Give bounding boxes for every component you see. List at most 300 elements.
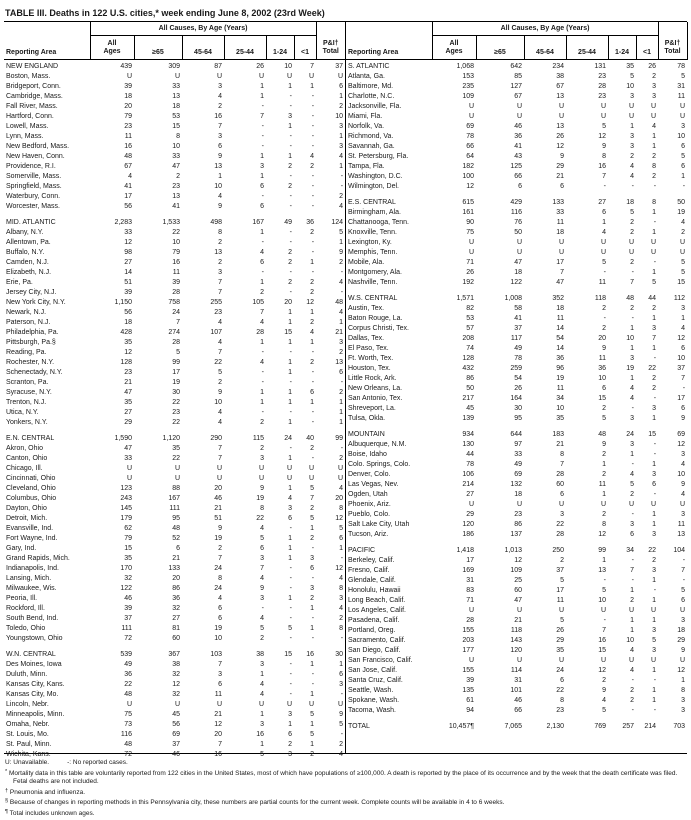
city-row: [4, 182, 345, 192]
value-cell: 1: [288, 554, 292, 562]
value-cell: 1: [288, 82, 292, 90]
value-cell: 106: [462, 470, 474, 478]
value-cell: 21: [556, 172, 564, 180]
value-cell: 7: [218, 454, 222, 462]
value-cell: 109: [462, 92, 474, 100]
value-cell: 6: [310, 388, 315, 396]
value-cell: 1: [652, 616, 657, 624]
city-row: [346, 102, 687, 112]
left-table-header: [4, 22, 345, 59]
value-cell: 38: [172, 660, 180, 668]
value-cell: 12: [214, 720, 222, 728]
footnote-text: U: Unavailable. -: No reported cases.: [5, 759, 128, 766]
value-cell: 3: [630, 132, 634, 140]
value-cell: -: [311, 454, 315, 462]
city-row: [4, 328, 345, 338]
value-cell: 5: [630, 72, 634, 80]
footnote-text: Because of changes in reporting methods in this Pennsylvania city, these numbers are partial counts for the current week. Complete counts will be available in 4 to 6 weeks.: [8, 799, 505, 807]
value-cell: 3: [218, 82, 222, 90]
value-cell: 12: [335, 514, 344, 522]
value-cell: -: [311, 574, 315, 582]
value-cell: 4: [260, 680, 264, 688]
footnotes: [4, 754, 687, 819]
value-cell: 78: [466, 460, 474, 468]
value-cell: -: [631, 460, 634, 468]
value-cell: 3: [630, 92, 634, 100]
value-cell: 4: [310, 152, 315, 160]
value-cell: 3: [260, 594, 264, 602]
value-cell: 3: [218, 132, 222, 140]
value-cell: 179: [120, 514, 132, 522]
value-cell: 15: [677, 278, 686, 286]
lt1-header: <1: [294, 35, 316, 59]
value-cell: 4: [260, 574, 264, 582]
value-cell: 105: [252, 298, 264, 306]
reporting-area-cell: Ogden, Utah: [348, 490, 388, 498]
value-cell: 1: [288, 368, 292, 376]
value-cell: 6: [602, 208, 606, 216]
value-cell: U: [600, 500, 606, 508]
reporting-area-cell: Chattanooga, Tenn.: [348, 218, 409, 226]
value-cell: 1: [630, 450, 634, 458]
value-cell: 16: [124, 142, 132, 150]
reporting-area-cell: New Bedford, Mass.: [6, 142, 70, 150]
value-cell: 57: [466, 324, 474, 332]
value-cell: 21: [172, 554, 180, 562]
value-cell: 35: [626, 62, 634, 70]
value-cell: 35: [124, 398, 132, 406]
value-cell: 40: [306, 434, 315, 442]
city-row: [346, 354, 687, 364]
region-total-row: [346, 424, 687, 440]
value-cell: 5: [630, 480, 634, 488]
value-cell: U: [650, 248, 657, 256]
region-total-row: [4, 644, 345, 660]
value-cell: 16: [214, 750, 222, 758]
reporting-area-cell: E.N. CENTRAL: [6, 434, 55, 442]
value-cell: 22: [556, 686, 564, 694]
reporting-area-cell: MOUNTAIN: [348, 430, 385, 438]
value-cell: 33: [556, 208, 564, 216]
value-cell: 28: [466, 616, 474, 624]
footnote-marker: †: [5, 787, 9, 794]
value-cell: 2: [260, 634, 264, 642]
value-cell: 16: [598, 636, 606, 644]
value-cell: 49: [514, 460, 522, 468]
value-cell: 243: [120, 494, 132, 502]
value-cell: 1: [288, 388, 292, 396]
value-cell: 9: [602, 440, 606, 448]
value-cell: 2: [288, 740, 292, 748]
value-cell: 44: [648, 294, 657, 302]
value-cell: 4: [218, 92, 222, 100]
value-cell: 79: [172, 248, 180, 256]
ge65-header: ≥65: [134, 35, 182, 59]
value-cell: 10: [598, 596, 606, 604]
value-cell: U: [628, 606, 634, 614]
reporting-area-cell: Pueblo, Colo.: [348, 510, 391, 518]
city-row: [4, 378, 345, 388]
value-cell: 9: [339, 248, 344, 256]
value-cell: -: [340, 444, 344, 452]
value-cell: 50: [677, 198, 686, 206]
value-cell: 29: [124, 418, 132, 426]
reporting-area-cell: Las Vegas, Nev.: [348, 480, 399, 488]
value-cell: -: [311, 670, 315, 678]
value-cell: 1,533: [162, 218, 180, 226]
value-cell: 14: [124, 268, 132, 276]
reporting-area-cell: W.S. CENTRAL: [348, 294, 398, 302]
value-cell: 1: [681, 314, 686, 322]
value-cell: 83: [466, 586, 474, 594]
reporting-area-cell: Fall River, Mass.: [6, 102, 58, 110]
value-cell: 3: [652, 92, 657, 100]
value-cell: 79: [124, 534, 132, 542]
value-cell: 15: [172, 122, 180, 130]
value-cell: 28: [556, 470, 564, 478]
city-row: [346, 440, 687, 450]
pi-header-line2: Total: [664, 47, 681, 55]
value-cell: 124: [331, 218, 344, 226]
value-cell: 10: [626, 636, 634, 644]
pi-total-header: [658, 22, 687, 59]
age-25-44-header: 25-44: [566, 35, 608, 59]
value-cell: 8: [560, 696, 564, 704]
value-cell: 88: [172, 484, 180, 492]
value-cell: 3: [681, 510, 686, 518]
reporting-area-cell: New Haven, Conn.: [6, 152, 65, 160]
value-cell: -: [261, 604, 264, 612]
value-cell: 1: [288, 398, 292, 406]
value-cell: 4: [310, 328, 315, 336]
value-cell: U: [258, 474, 264, 482]
city-row: [346, 404, 687, 414]
value-cell: 99: [335, 434, 344, 442]
value-cell: 1: [310, 740, 315, 748]
value-cell: 155: [462, 626, 474, 634]
value-cell: U: [628, 238, 634, 246]
value-cell: 1,068: [456, 62, 474, 70]
value-cell: 4: [218, 594, 222, 602]
value-cell: 13: [214, 162, 222, 170]
value-cell: 18: [514, 268, 522, 276]
value-cell: 30: [514, 404, 522, 412]
reporting-area-cell: Santa Cruz, Calif.: [348, 676, 403, 684]
value-cell: 1: [260, 740, 264, 748]
city-row: [4, 358, 345, 368]
value-cell: 11: [556, 218, 564, 226]
value-cell: 6: [339, 670, 344, 678]
value-cell: U: [679, 112, 686, 120]
value-cell: 60: [514, 586, 522, 594]
region-total-row: [346, 540, 687, 556]
value-cell: 5: [681, 258, 686, 266]
value-cell: 112: [673, 294, 686, 302]
value-cell: 37: [677, 364, 686, 372]
city-row: [346, 278, 687, 288]
value-cell: 1: [339, 544, 344, 552]
value-cell: 4: [630, 666, 634, 674]
value-cell: 1: [602, 490, 606, 498]
value-cell: 4: [681, 490, 686, 498]
right-panel-table: [346, 22, 688, 732]
value-cell: -: [631, 268, 634, 276]
value-cell: -: [631, 676, 634, 684]
value-cell: 4: [681, 218, 686, 226]
reporting-area-cell: Fresno, Calif.: [348, 566, 390, 574]
city-row: [346, 132, 687, 142]
value-cell: 6: [681, 344, 686, 352]
reporting-area-cell: NEW ENGLAND: [6, 62, 59, 70]
value-cell: 23: [556, 706, 564, 714]
value-cell: 2: [218, 102, 222, 110]
value-cell: 7: [218, 278, 222, 286]
value-cell: 309: [168, 62, 180, 70]
value-cell: 3: [310, 554, 315, 562]
value-cell: U: [468, 656, 474, 664]
value-cell: 21: [214, 710, 222, 718]
value-cell: 1: [288, 454, 292, 462]
reporting-area-cell: Cleveland, Ohio: [6, 484, 56, 492]
value-cell: 155: [462, 666, 474, 674]
value-cell: 12: [335, 564, 344, 572]
value-cell: 1: [310, 338, 315, 346]
value-cell: -: [261, 102, 264, 110]
value-cell: 5: [260, 624, 264, 632]
value-cell: 642: [510, 62, 522, 70]
value-cell: 250: [552, 546, 564, 554]
value-cell: 2: [602, 470, 606, 478]
value-cell: U: [679, 248, 686, 256]
value-cell: 192: [462, 278, 474, 286]
value-cell: U: [558, 238, 564, 246]
value-cell: U: [174, 474, 180, 482]
value-cell: U: [337, 700, 344, 708]
value-cell: 2: [339, 348, 344, 356]
reporting-area-cell: Mobile, Ala.: [348, 258, 385, 266]
value-cell: 45: [466, 404, 474, 412]
value-cell: 1: [630, 374, 634, 382]
value-cell: 23: [598, 92, 606, 100]
reporting-area-cell: Boise, Idaho: [348, 450, 387, 458]
value-cell: U: [628, 112, 634, 120]
value-cell: 2: [602, 676, 606, 684]
value-cell: 12: [514, 556, 522, 564]
value-cell: 1: [288, 594, 292, 602]
reporting-area-cell: Tucson, Ariz.: [348, 530, 389, 538]
reporting-area-cell: Waterbury, Conn.: [6, 192, 61, 200]
city-row: [4, 172, 345, 182]
value-cell: 2: [602, 304, 606, 312]
value-cell: 1,571: [456, 294, 474, 302]
value-cell: 46: [172, 750, 180, 758]
value-cell: 15: [598, 646, 606, 654]
value-cell: 22: [172, 398, 180, 406]
value-cell: 6: [681, 596, 686, 604]
value-cell: 186: [462, 530, 474, 538]
value-cell: 23: [124, 368, 132, 376]
value-cell: 2: [218, 544, 222, 552]
value-cell: 7: [218, 122, 222, 130]
value-cell: 24: [172, 308, 180, 316]
value-cell: 6: [339, 368, 344, 376]
value-cell: 69: [514, 470, 522, 478]
value-cell: -: [682, 576, 686, 584]
value-cell: 2: [630, 258, 634, 266]
value-cell: 1: [339, 398, 344, 406]
value-cell: 2: [260, 444, 264, 452]
value-cell: 2: [339, 614, 344, 622]
value-cell: 5: [630, 208, 634, 216]
value-cell: 6: [652, 480, 657, 488]
value-cell: 11: [677, 520, 686, 528]
value-cell: 5: [602, 414, 606, 422]
reporting-area-cell: Austin, Tex.: [348, 304, 385, 312]
value-cell: 99: [598, 546, 606, 554]
value-cell: 22: [648, 546, 657, 554]
value-cell: 12: [598, 666, 606, 674]
value-cell: 3: [339, 594, 344, 602]
value-cell: -: [289, 348, 292, 356]
value-cell: 39: [124, 82, 132, 90]
value-cell: -: [340, 690, 344, 698]
value-cell: 1: [260, 710, 264, 718]
city-row: [4, 504, 345, 514]
value-cell: 1,150: [114, 298, 132, 306]
all-ages-header: [432, 35, 476, 59]
value-cell: 23: [172, 182, 180, 190]
value-cell: 18: [124, 318, 132, 326]
value-cell: 48: [124, 740, 132, 748]
left-table-body: [4, 59, 345, 760]
value-cell: 2: [310, 534, 315, 542]
value-cell: 1,013: [504, 546, 522, 554]
value-cell: 7: [176, 318, 180, 326]
value-cell: -: [311, 634, 315, 642]
value-cell: 2: [652, 304, 657, 312]
value-cell: 39: [172, 278, 180, 286]
value-cell: 1,590: [114, 434, 132, 442]
value-cell: 2: [630, 686, 634, 694]
value-cell: 44: [466, 450, 474, 458]
value-cell: 26: [556, 132, 564, 140]
value-cell: 3: [630, 440, 634, 448]
reporting-area-cell: Erie, Pa.: [6, 278, 33, 286]
right-panel: [345, 22, 687, 753]
value-cell: 52: [172, 534, 180, 542]
reporting-area-cell: Norfolk, Va.: [348, 122, 385, 130]
value-cell: 23: [124, 122, 132, 130]
value-cell: 118: [594, 294, 606, 302]
value-cell: U: [216, 464, 222, 472]
value-cell: 2,283: [114, 218, 132, 226]
value-cell: 4: [260, 690, 264, 698]
city-row: [346, 696, 687, 706]
value-cell: 22: [172, 454, 180, 462]
reporting-area-cell: Dayton, Ohio: [6, 504, 47, 512]
value-cell: 127: [510, 82, 522, 90]
value-cell: 1: [652, 460, 657, 468]
value-cell: U: [174, 700, 180, 708]
value-cell: 81: [172, 624, 180, 632]
city-row: [346, 238, 687, 248]
value-cell: 2: [652, 172, 657, 180]
value-cell: 1: [288, 152, 292, 160]
value-cell: 48: [124, 152, 132, 160]
region-total-row: [4, 212, 345, 228]
city-row: [346, 248, 687, 258]
value-cell: 36: [124, 670, 132, 678]
value-cell: 47: [514, 258, 522, 266]
reporting-area-cell: San Antonio, Tex.: [348, 394, 403, 402]
reporting-area-cell: New York City, N.Y.: [6, 298, 66, 306]
value-cell: 53: [172, 112, 180, 120]
value-cell: 182: [462, 162, 474, 170]
city-row: [346, 314, 687, 324]
value-cell: U: [679, 500, 686, 508]
value-cell: 18: [514, 490, 522, 498]
city-row: [346, 596, 687, 606]
city-row: [346, 686, 687, 696]
value-cell: 4: [339, 484, 344, 492]
value-cell: 6: [176, 544, 180, 552]
city-row: [4, 228, 345, 238]
footnote-text: Total includes unknown ages.: [7, 809, 95, 817]
value-cell: 12: [124, 348, 132, 356]
value-cell: 2: [288, 162, 292, 170]
value-cell: 104: [673, 546, 686, 554]
reporting-area-cell: Corpus Christi, Tex.: [348, 324, 409, 332]
value-cell: 35: [556, 646, 564, 654]
city-row: [4, 162, 345, 172]
value-cell: 3: [652, 626, 657, 634]
reporting-area-cell: Wichita, Kans.: [6, 750, 51, 758]
reporting-area-cell: Long Beach, Calif.: [348, 596, 406, 604]
value-cell: 367: [168, 650, 180, 658]
value-cell: 203: [462, 636, 474, 644]
value-cell: 48: [626, 294, 634, 302]
value-cell: -: [340, 378, 344, 386]
city-row: [4, 574, 345, 584]
city-row: [4, 614, 345, 624]
value-cell: 4: [339, 574, 344, 582]
value-cell: 107: [210, 328, 222, 336]
reporting-area-cell: El Paso, Tex.: [348, 344, 389, 352]
city-row: [346, 510, 687, 520]
reporting-area-cell: Des Moines, Iowa: [6, 660, 62, 668]
value-cell: 1: [681, 172, 686, 180]
value-cell: 5: [652, 278, 657, 286]
value-cell: U: [628, 500, 634, 508]
value-cell: 24: [284, 434, 292, 442]
reporting-area-header: Reporting Area: [346, 22, 432, 59]
value-cell: 21: [556, 440, 564, 448]
city-row: [4, 288, 345, 298]
value-cell: 9: [260, 584, 264, 592]
value-cell: 48: [124, 690, 132, 698]
all-ages-header: [90, 35, 134, 59]
value-cell: 20: [284, 298, 292, 306]
value-cell: U: [628, 656, 634, 664]
value-cell: 100: [462, 172, 474, 180]
value-cell: 2: [310, 594, 315, 602]
value-cell: -: [289, 690, 292, 698]
reporting-area-cell: Montgomery, Ala.: [348, 268, 402, 276]
value-cell: 29: [556, 636, 564, 644]
value-cell: 290: [210, 434, 222, 442]
value-cell: 9: [681, 414, 686, 422]
value-cell: 4: [339, 152, 344, 160]
